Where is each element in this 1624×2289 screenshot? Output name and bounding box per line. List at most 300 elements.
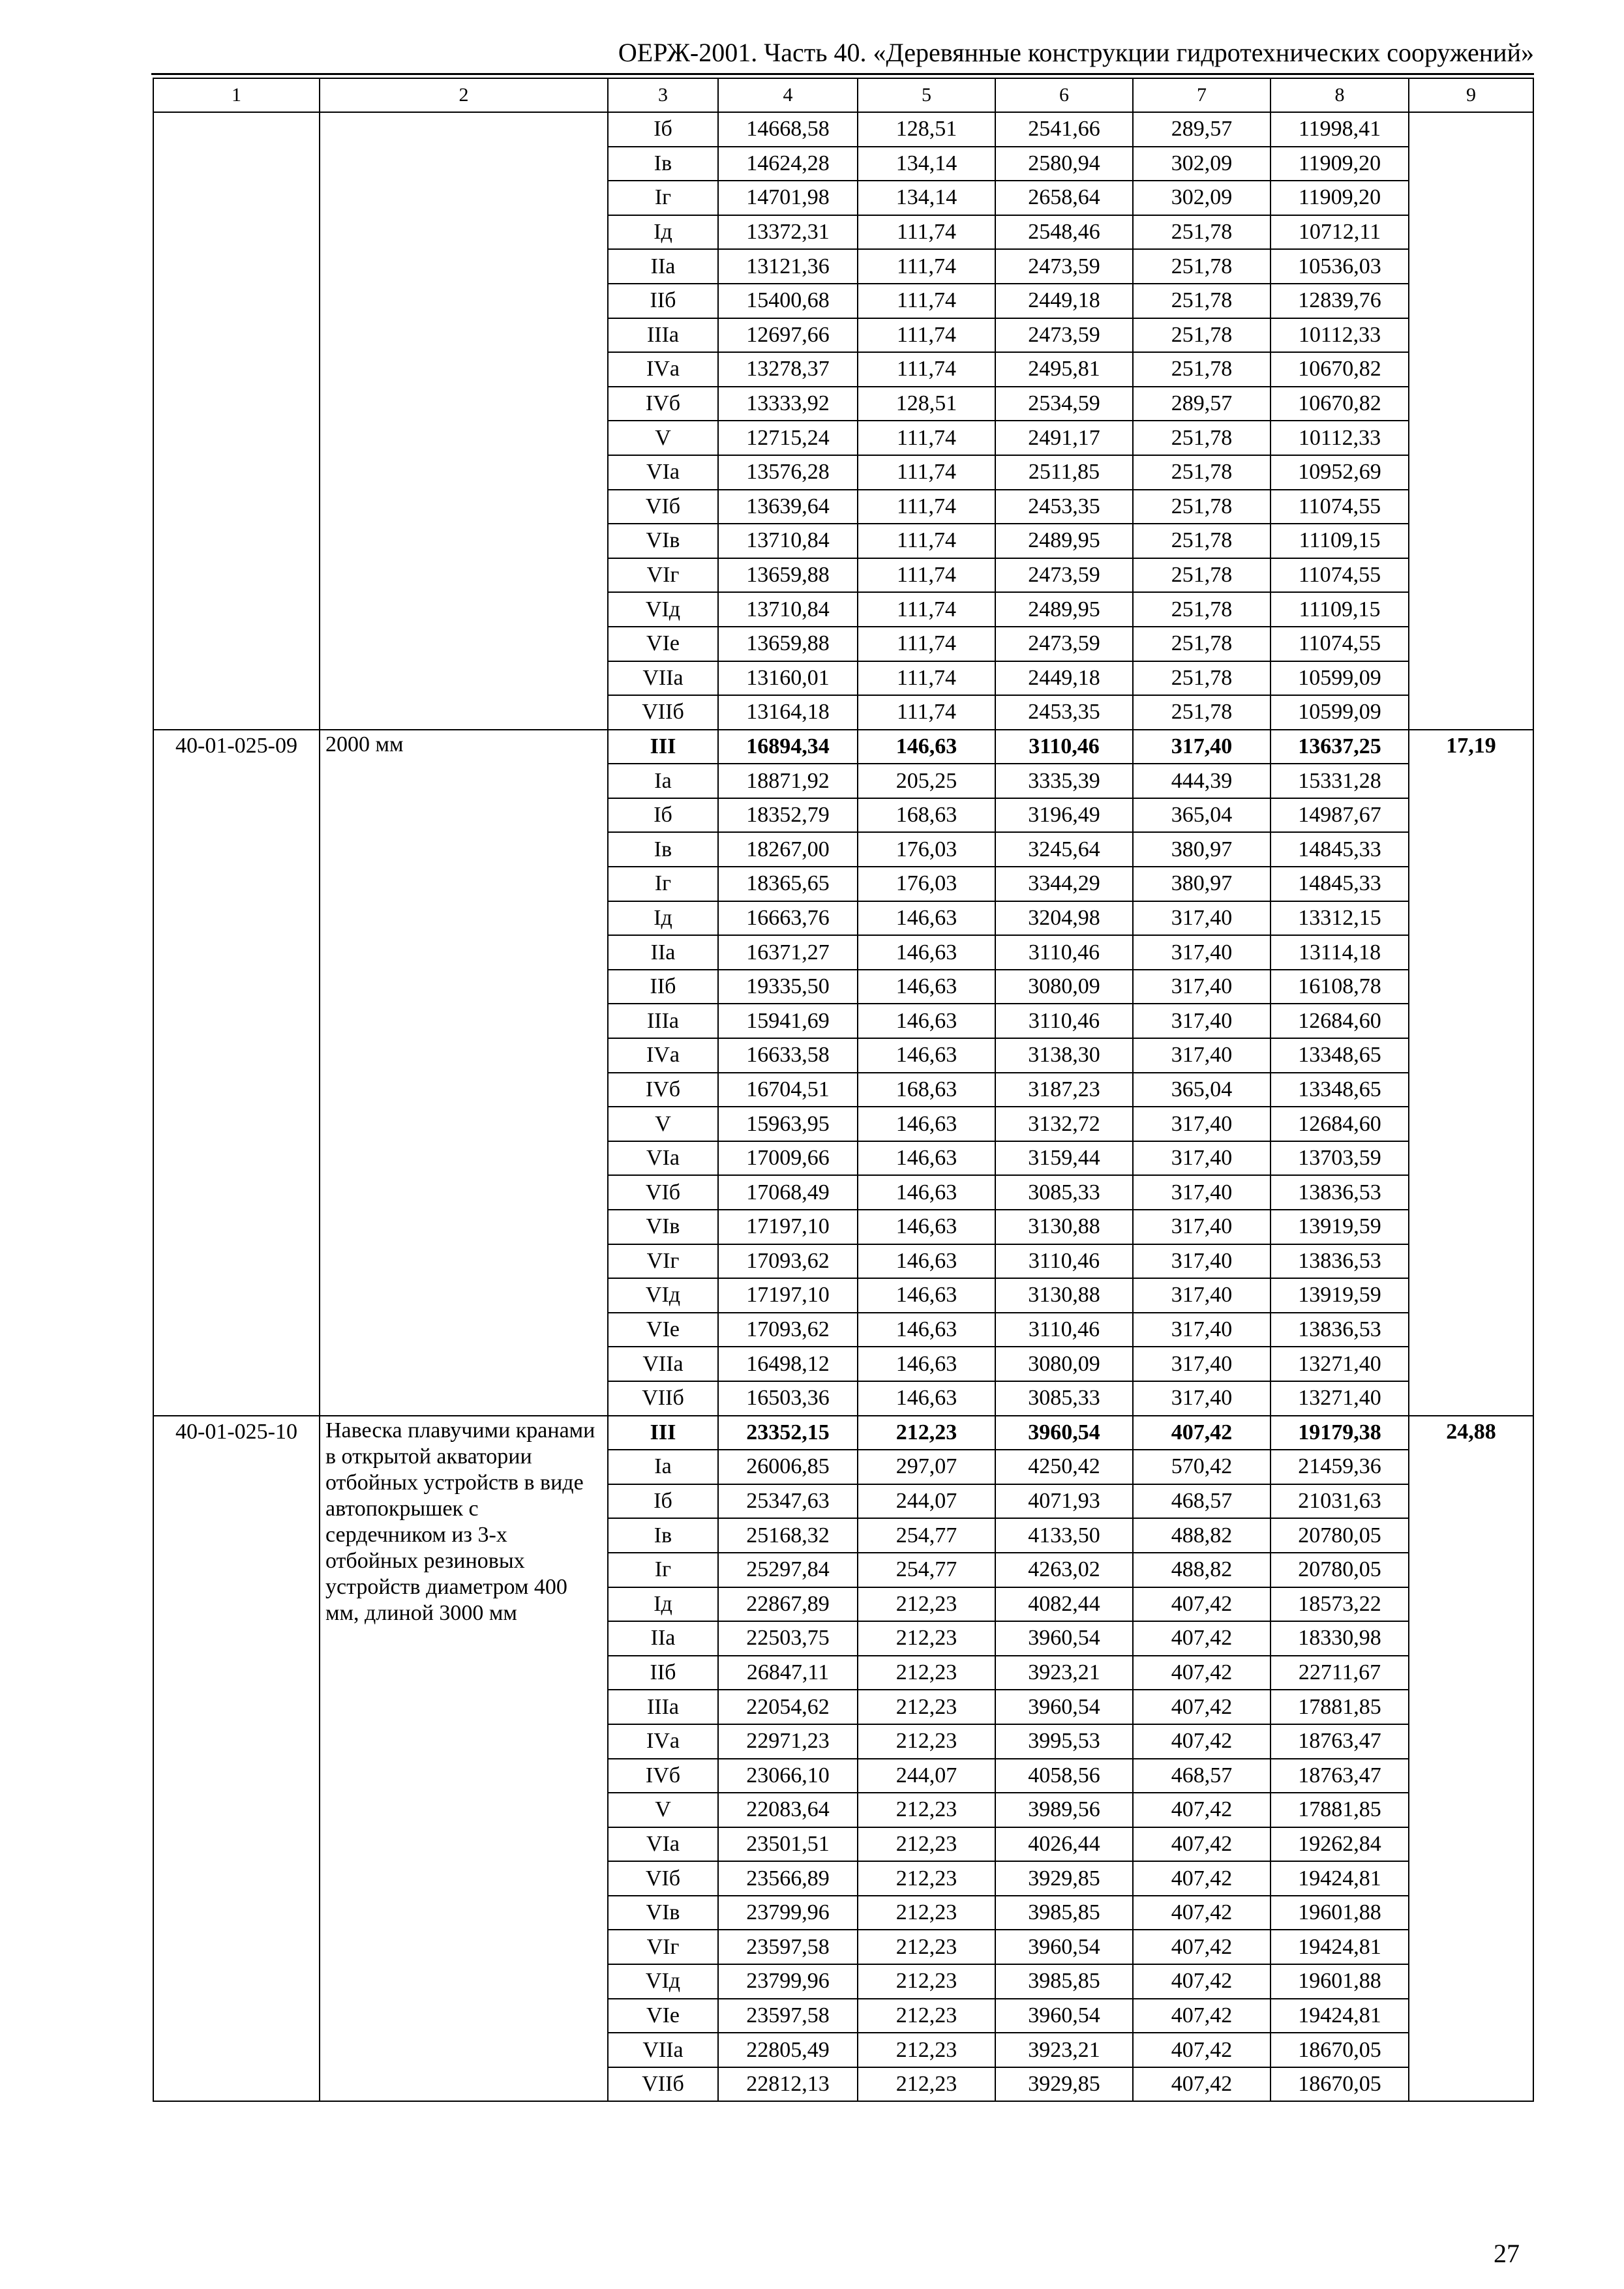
value-cell: 317,40 [1133, 1244, 1271, 1279]
value-cell: 10952,69 [1271, 455, 1409, 490]
value-cell: 15941,69 [718, 1004, 858, 1038]
value-cell: 407,42 [1133, 1656, 1271, 1690]
value-cell: 407,42 [1133, 1930, 1271, 1964]
column-header: 6 [995, 78, 1133, 112]
value-cell: 13333,92 [718, 387, 858, 421]
table-body [153, 112, 1533, 2101]
zone-cell: IIа [608, 249, 718, 284]
zone-cell: VIв [608, 1896, 718, 1930]
labor-cost-cell [1409, 112, 1533, 730]
value-cell: 407,42 [1133, 2033, 1271, 2067]
value-cell: 407,42 [1133, 2067, 1271, 2102]
value-cell: 10670,82 [1271, 387, 1409, 421]
value-cell: 2473,59 [995, 627, 1133, 661]
column-header: 9 [1409, 78, 1533, 112]
value-cell: 3923,21 [995, 1656, 1133, 1690]
value-cell: 317,40 [1133, 1175, 1271, 1210]
value-cell: 2541,66 [995, 112, 1133, 147]
zone-cell: Iб [608, 1484, 718, 1519]
value-cell: 2491,17 [995, 421, 1133, 455]
rate-code-cell: 40-01-025-10 [153, 1416, 320, 2102]
zone-cell: VIв [608, 1210, 718, 1244]
value-cell: 244,07 [858, 1484, 995, 1519]
value-cell: 317,40 [1133, 1381, 1271, 1416]
value-cell: 2580,94 [995, 147, 1133, 181]
value-cell: 2449,18 [995, 284, 1133, 318]
zone-cell: IVб [608, 387, 718, 421]
value-cell: 13348,65 [1271, 1073, 1409, 1107]
value-cell: 212,23 [858, 1827, 995, 1862]
value-cell: 13836,53 [1271, 1244, 1409, 1279]
value-cell: 380,97 [1133, 867, 1271, 901]
value-cell: 14668,58 [718, 112, 858, 147]
value-cell: 17881,85 [1271, 1793, 1409, 1827]
value-cell: 3196,49 [995, 798, 1133, 833]
value-cell: 146,63 [858, 1210, 995, 1244]
value-cell: 251,78 [1133, 352, 1271, 387]
value-cell: 317,40 [1133, 1141, 1271, 1176]
value-cell: 10599,09 [1271, 661, 1409, 696]
zone-cell: Iа [608, 1450, 718, 1484]
zone-cell: VIд [608, 592, 718, 627]
value-cell: 570,42 [1133, 1450, 1271, 1484]
value-cell: 10112,33 [1271, 318, 1409, 353]
value-cell: 4082,44 [995, 1587, 1133, 1622]
value-cell: 146,63 [858, 1381, 995, 1416]
value-cell: 13919,59 [1271, 1210, 1409, 1244]
zone-cell: Iд [608, 215, 718, 250]
value-cell: 13710,84 [718, 524, 858, 558]
value-cell: 317,40 [1133, 1107, 1271, 1141]
value-cell: 10112,33 [1271, 421, 1409, 455]
value-cell: 251,78 [1133, 558, 1271, 593]
value-cell: 111,74 [858, 627, 995, 661]
value-cell: 111,74 [858, 421, 995, 455]
value-cell: 146,63 [858, 730, 995, 764]
value-cell: 13348,65 [1271, 1038, 1409, 1073]
value-cell: 128,51 [858, 112, 995, 147]
value-cell: 13164,18 [718, 695, 858, 730]
labor-cost-cell: 24,88 [1409, 1416, 1533, 2102]
value-cell: 4058,56 [995, 1759, 1133, 1793]
value-cell: 2495,81 [995, 352, 1133, 387]
value-cell: 22711,67 [1271, 1656, 1409, 1690]
value-cell: 251,78 [1133, 215, 1271, 250]
value-cell: 468,57 [1133, 1484, 1271, 1519]
value-cell: 13278,37 [718, 352, 858, 387]
value-cell: 251,78 [1133, 318, 1271, 353]
work-name-cell [320, 112, 608, 730]
value-cell: 176,03 [858, 832, 995, 867]
value-cell: 16503,36 [718, 1381, 858, 1416]
value-cell: 212,23 [858, 1690, 995, 1724]
value-cell: 205,25 [858, 764, 995, 798]
value-cell: 2473,59 [995, 558, 1133, 593]
zone-cell: Iа [608, 764, 718, 798]
zone-cell: IVа [608, 1724, 718, 1759]
value-cell: 212,23 [858, 1999, 995, 2033]
value-cell: 3960,54 [995, 1621, 1133, 1656]
value-cell: 146,63 [858, 1175, 995, 1210]
value-cell: 3960,54 [995, 1930, 1133, 1964]
value-cell: 19601,88 [1271, 1896, 1409, 1930]
value-cell: 16894,34 [718, 730, 858, 764]
value-cell: 317,40 [1133, 901, 1271, 936]
value-cell: 15331,28 [1271, 764, 1409, 798]
value-cell: 3335,39 [995, 764, 1133, 798]
value-cell: 317,40 [1133, 1347, 1271, 1381]
value-cell: 251,78 [1133, 592, 1271, 627]
value-cell: 2489,95 [995, 592, 1133, 627]
value-cell: 111,74 [858, 490, 995, 524]
value-cell: 20780,05 [1271, 1518, 1409, 1553]
value-cell: 176,03 [858, 867, 995, 901]
page-number: 27 [1494, 2239, 1520, 2268]
column-header: 1 [153, 78, 320, 112]
value-cell: 15963,95 [718, 1107, 858, 1141]
zone-cell: IIб [608, 1656, 718, 1690]
value-cell: 18763,47 [1271, 1724, 1409, 1759]
value-cell: 3110,46 [995, 730, 1133, 764]
value-cell: 13637,25 [1271, 730, 1409, 764]
value-cell: 444,39 [1133, 764, 1271, 798]
value-cell: 3132,72 [995, 1107, 1133, 1141]
value-cell: 111,74 [858, 695, 995, 730]
value-cell: 168,63 [858, 798, 995, 833]
value-cell: 3929,85 [995, 2067, 1133, 2102]
value-cell: 14987,67 [1271, 798, 1409, 833]
value-cell: 12697,66 [718, 318, 858, 353]
value-cell: 251,78 [1133, 661, 1271, 696]
value-cell: 11074,55 [1271, 627, 1409, 661]
zone-cell: VIб [608, 490, 718, 524]
value-cell: 3138,30 [995, 1038, 1133, 1073]
zone-cell: VIа [608, 1827, 718, 1862]
value-cell: 317,40 [1133, 970, 1271, 1004]
value-cell: 13271,40 [1271, 1347, 1409, 1381]
value-cell: 2453,35 [995, 490, 1133, 524]
value-cell: 17068,49 [718, 1175, 858, 1210]
value-cell: 18352,79 [718, 798, 858, 833]
value-cell: 13659,88 [718, 558, 858, 593]
value-cell: 212,23 [858, 2033, 995, 2067]
value-cell: 407,42 [1133, 1999, 1271, 2033]
value-cell: 317,40 [1133, 935, 1271, 970]
value-cell: 4263,02 [995, 1553, 1133, 1587]
column-header: 7 [1133, 78, 1271, 112]
value-cell: 3110,46 [995, 1244, 1133, 1279]
table-row [153, 112, 1533, 147]
value-cell: 25347,63 [718, 1484, 858, 1519]
value-cell: 14845,33 [1271, 832, 1409, 867]
value-cell: 14624,28 [718, 147, 858, 181]
value-cell: 3110,46 [995, 1313, 1133, 1347]
zone-cell: VIв [608, 524, 718, 558]
value-cell: 16633,58 [718, 1038, 858, 1073]
zone-cell: VIг [608, 1244, 718, 1279]
value-cell: 2453,35 [995, 695, 1133, 730]
page-header: ОЕРЖ-2001. Часть 40. «Деревянные конструкции гидротехнических сооружений» [151, 37, 1534, 75]
value-cell: 251,78 [1133, 249, 1271, 284]
value-cell: 407,42 [1133, 1861, 1271, 1896]
zone-cell: V [608, 1107, 718, 1141]
value-cell: 25297,84 [718, 1553, 858, 1587]
value-cell: 19424,81 [1271, 1861, 1409, 1896]
value-cell: 4026,44 [995, 1827, 1133, 1862]
value-cell: 3245,64 [995, 832, 1133, 867]
value-cell: 168,63 [858, 1073, 995, 1107]
value-cell: 23597,58 [718, 1930, 858, 1964]
zone-cell: VIIб [608, 695, 718, 730]
zone-cell: Iд [608, 1587, 718, 1622]
value-cell: 19601,88 [1271, 1964, 1409, 1999]
value-cell: 134,14 [858, 181, 995, 215]
value-cell: 22867,89 [718, 1587, 858, 1622]
value-cell: 289,57 [1133, 112, 1271, 147]
zone-cell: VIе [608, 1313, 718, 1347]
zone-cell: Iб [608, 112, 718, 147]
value-cell: 20780,05 [1271, 1553, 1409, 1587]
value-cell: 13271,40 [1271, 1381, 1409, 1416]
value-cell: 3159,44 [995, 1141, 1133, 1176]
value-cell: 380,97 [1133, 832, 1271, 867]
value-cell: 11909,20 [1271, 181, 1409, 215]
value-cell: 111,74 [858, 318, 995, 353]
zone-cell: III [608, 1416, 718, 1450]
value-cell: 317,40 [1133, 1038, 1271, 1073]
value-cell: 11074,55 [1271, 490, 1409, 524]
value-cell: 23799,96 [718, 1896, 858, 1930]
value-cell: 146,63 [858, 901, 995, 936]
value-cell: 19179,38 [1271, 1416, 1409, 1450]
value-cell: 15400,68 [718, 284, 858, 318]
value-cell: 146,63 [858, 1347, 995, 1381]
value-cell: 13312,15 [1271, 901, 1409, 936]
value-cell: 12684,60 [1271, 1004, 1409, 1038]
value-cell: 3995,53 [995, 1724, 1133, 1759]
value-cell: 13576,28 [718, 455, 858, 490]
value-cell: 13114,18 [1271, 935, 1409, 970]
zone-cell: IVа [608, 352, 718, 387]
value-cell: 3960,54 [995, 1690, 1133, 1724]
value-cell: 17197,10 [718, 1278, 858, 1313]
value-cell: 146,63 [858, 1244, 995, 1279]
column-header: 8 [1271, 78, 1409, 112]
value-cell: 128,51 [858, 387, 995, 421]
value-cell: 488,82 [1133, 1553, 1271, 1587]
value-cell: 14845,33 [1271, 867, 1409, 901]
value-cell: 17093,62 [718, 1313, 858, 1347]
value-cell: 19424,81 [1271, 1999, 1409, 2033]
value-cell: 212,23 [858, 1930, 995, 1964]
value-cell: 19262,84 [1271, 1827, 1409, 1862]
value-cell: 244,07 [858, 1759, 995, 1793]
column-number-row [153, 78, 1533, 112]
value-cell: 3923,21 [995, 2033, 1133, 2067]
zone-cell: IIб [608, 970, 718, 1004]
value-cell: 18365,65 [718, 867, 858, 901]
value-cell: 23066,10 [718, 1759, 858, 1793]
work-name-cell: Навеска плавучими кранами в открытой акватории отбойных устройств в виде автопокрышек с сердечником из 3-х отбойных резиновых устройств диаметром 400 мм, длиной 3000 мм [320, 1416, 608, 2102]
value-cell: 21459,36 [1271, 1450, 1409, 1484]
zone-cell: IIIа [608, 1004, 718, 1038]
zone-cell: VIIа [608, 1347, 718, 1381]
zone-cell: VIб [608, 1175, 718, 1210]
value-cell: 3130,88 [995, 1278, 1133, 1313]
value-cell: 25168,32 [718, 1518, 858, 1553]
value-cell: 407,42 [1133, 1896, 1271, 1930]
value-cell: 3960,54 [995, 1999, 1133, 2033]
value-cell: 2449,18 [995, 661, 1133, 696]
zone-cell: Iг [608, 181, 718, 215]
value-cell: 111,74 [858, 284, 995, 318]
value-cell: 22083,64 [718, 1793, 858, 1827]
value-cell: 251,78 [1133, 627, 1271, 661]
value-cell: 146,63 [858, 1313, 995, 1347]
table-row [153, 730, 1533, 764]
value-cell: 12684,60 [1271, 1107, 1409, 1141]
value-cell: 251,78 [1133, 490, 1271, 524]
zone-cell: Iв [608, 1518, 718, 1553]
value-cell: 13703,59 [1271, 1141, 1409, 1176]
value-cell: 22503,75 [718, 1621, 858, 1656]
value-cell: 22054,62 [718, 1690, 858, 1724]
value-cell: 212,23 [858, 1587, 995, 1622]
value-cell: 3187,23 [995, 1073, 1133, 1107]
value-cell: 3110,46 [995, 935, 1133, 970]
value-cell: 4071,93 [995, 1484, 1133, 1519]
value-cell: 22812,13 [718, 2067, 858, 2102]
value-cell: 407,42 [1133, 1690, 1271, 1724]
column-header: 2 [320, 78, 608, 112]
value-cell: 18871,92 [718, 764, 858, 798]
zone-cell: VIIб [608, 1381, 718, 1416]
value-cell: 18330,98 [1271, 1621, 1409, 1656]
value-cell: 146,63 [858, 1278, 995, 1313]
value-cell: 3960,54 [995, 1416, 1133, 1450]
value-cell: 297,07 [858, 1450, 995, 1484]
value-cell: 3085,33 [995, 1381, 1133, 1416]
value-cell: 18670,05 [1271, 2067, 1409, 2102]
zone-cell: IIа [608, 935, 718, 970]
value-cell: 17881,85 [1271, 1690, 1409, 1724]
zone-cell: IVб [608, 1759, 718, 1793]
value-cell: 13639,64 [718, 490, 858, 524]
value-cell: 21031,63 [1271, 1484, 1409, 1519]
value-cell: 407,42 [1133, 1724, 1271, 1759]
value-cell: 26006,85 [718, 1450, 858, 1484]
value-cell: 19424,81 [1271, 1930, 1409, 1964]
value-cell: 10599,09 [1271, 695, 1409, 730]
value-cell: 212,23 [858, 1896, 995, 1930]
value-cell: 23566,89 [718, 1861, 858, 1896]
value-cell: 251,78 [1133, 421, 1271, 455]
value-cell: 3989,56 [995, 1793, 1133, 1827]
value-cell: 13836,53 [1271, 1313, 1409, 1347]
zone-cell: VIIа [608, 661, 718, 696]
value-cell: 23501,51 [718, 1827, 858, 1862]
value-cell: 111,74 [858, 524, 995, 558]
zone-cell: VIе [608, 627, 718, 661]
zone-cell: Iг [608, 867, 718, 901]
value-cell: 10670,82 [1271, 352, 1409, 387]
value-cell: 2473,59 [995, 249, 1133, 284]
value-cell: 317,40 [1133, 1278, 1271, 1313]
table-row [153, 1416, 1533, 1450]
zone-cell: VIб [608, 1861, 718, 1896]
value-cell: 19335,50 [718, 970, 858, 1004]
value-cell: 13160,01 [718, 661, 858, 696]
value-cell: 146,63 [858, 1038, 995, 1073]
value-cell: 146,63 [858, 970, 995, 1004]
zone-cell: Iв [608, 147, 718, 181]
value-cell: 12839,76 [1271, 284, 1409, 318]
value-cell: 146,63 [858, 1141, 995, 1176]
value-cell: 14701,98 [718, 181, 858, 215]
value-cell: 134,14 [858, 147, 995, 181]
zone-cell: IIб [608, 284, 718, 318]
value-cell: 16663,76 [718, 901, 858, 936]
value-cell: 407,42 [1133, 1964, 1271, 1999]
zone-cell: VIд [608, 1278, 718, 1313]
zone-cell: IVа [608, 1038, 718, 1073]
value-cell: 3344,29 [995, 867, 1133, 901]
value-cell: 302,09 [1133, 181, 1271, 215]
value-cell: 3130,88 [995, 1210, 1133, 1244]
value-cell: 407,42 [1133, 1587, 1271, 1622]
zone-cell: IIIа [608, 318, 718, 353]
value-cell: 4250,42 [995, 1450, 1133, 1484]
value-cell: 26847,11 [718, 1656, 858, 1690]
zone-cell: Iг [608, 1553, 718, 1587]
value-cell: 11998,41 [1271, 112, 1409, 147]
value-cell: 468,57 [1133, 1759, 1271, 1793]
value-cell: 3985,85 [995, 1896, 1133, 1930]
column-header: 4 [718, 78, 858, 112]
value-cell: 146,63 [858, 1004, 995, 1038]
value-cell: 407,42 [1133, 1827, 1271, 1862]
value-cell: 11909,20 [1271, 147, 1409, 181]
value-cell: 407,42 [1133, 1793, 1271, 1827]
value-cell: 17197,10 [718, 1210, 858, 1244]
value-cell: 3985,85 [995, 1964, 1133, 1999]
value-cell: 317,40 [1133, 1210, 1271, 1244]
zone-cell: IVб [608, 1073, 718, 1107]
value-cell: 16704,51 [718, 1073, 858, 1107]
value-cell: 10536,03 [1271, 249, 1409, 284]
rates-table-container [153, 78, 1533, 2102]
value-cell: 212,23 [858, 2067, 995, 2102]
value-cell: 254,77 [858, 1518, 995, 1553]
value-cell: 3204,98 [995, 901, 1133, 936]
value-cell: 12715,24 [718, 421, 858, 455]
value-cell: 23799,96 [718, 1964, 858, 1999]
value-cell: 3080,09 [995, 1347, 1133, 1381]
value-cell: 251,78 [1133, 524, 1271, 558]
value-cell: 11074,55 [1271, 558, 1409, 593]
value-cell: 3110,46 [995, 1004, 1133, 1038]
value-cell: 111,74 [858, 215, 995, 250]
value-cell: 18763,47 [1271, 1759, 1409, 1793]
value-cell: 212,23 [858, 1724, 995, 1759]
value-cell: 11109,15 [1271, 524, 1409, 558]
value-cell: 111,74 [858, 558, 995, 593]
value-cell: 2534,59 [995, 387, 1133, 421]
value-cell: 365,04 [1133, 1073, 1271, 1107]
zone-cell: V [608, 1793, 718, 1827]
value-cell: 4133,50 [995, 1518, 1133, 1553]
zone-cell: Iв [608, 832, 718, 867]
